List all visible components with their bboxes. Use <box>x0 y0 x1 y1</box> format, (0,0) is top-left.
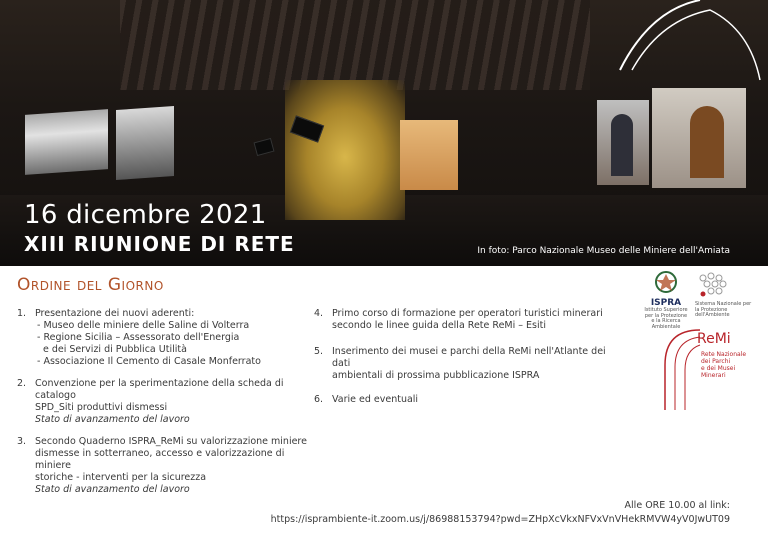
header-banner <box>0 0 768 266</box>
agenda-left-column <box>17 308 317 504</box>
meeting-time: Alle ORE 10.00 al link: <box>624 500 730 511</box>
decorative-arch-curve <box>590 0 768 266</box>
event-date: 16 dicembre 2021 <box>24 200 267 230</box>
agenda-item-1: 1. Presentazione dei nuovi aderenti: - Museo delle miniere delle Saline di Volterra - Regione Sicilia – Assessorato dell'Energia e dei Servizi di Pubblica Utilità - Associazione Il Cemento di Casale Monferrato <box>17 308 261 367</box>
ceiling-image <box>120 0 590 90</box>
photo-caption: In foto: Parco Nazionale Museo delle Miniere dell'Amiata <box>477 246 730 256</box>
event-title: XIII RIUNIONE DI RETE <box>24 232 295 256</box>
agenda-item-6: 6. Varie ed eventuali <box>314 394 419 405</box>
snpa-logo: Sistema Nazionale per la Protezione dell'Ambiente <box>695 272 757 316</box>
projected-photo-left-2 <box>116 106 174 180</box>
zoom-link[interactable]: https://isprambiente-it.zoom.us/j/86988153794?pwd=ZHpXcVkxNFVxVnVHekRMVW4yV0JwUT09 <box>270 514 730 525</box>
agenda-title: Ordine del Giorno <box>17 275 164 295</box>
remi-logo: ReMi Rete Nazionale dei Parchi e dei Musei Minerari <box>655 325 755 415</box>
agenda-item-3: 3. Secondo Quaderno ISPRA_ReMi su valorizzazione miniere dismesse in sotterraneo, accesso e valorizzazione di miniere storiche - interventi per la sicurezza Stato di avanzamento del lavoro <box>17 436 307 495</box>
emblem-icon <box>644 270 688 294</box>
agenda-item-2: 2. Convenzione per la sperimentazione della scheda di catalogo SPD_Siti produttivi dismessi Stato di avanzamento del lavoro <box>17 378 284 425</box>
agenda-right-column <box>314 308 614 414</box>
projection-image <box>285 80 405 220</box>
doorway-image <box>400 120 458 190</box>
agenda-item-4: 4. Primo corso di formazione per operatori turistici minerari secondo le linee guida della Rete ReMi – Esiti <box>314 308 603 331</box>
agenda-item-5: 5. Inserimento dei musei e parchi della ReMi nell'Atlante dei dati ambientali di prossima pubblicazione ISPRA <box>314 346 606 381</box>
ispra-logo: ISPRA Istituto Superiore per la Protezione e la Ricerca Ambientale <box>644 270 688 316</box>
network-dots-icon <box>695 272 735 298</box>
projected-photo-left-1 <box>25 109 108 175</box>
spotlight-icon <box>253 138 274 156</box>
